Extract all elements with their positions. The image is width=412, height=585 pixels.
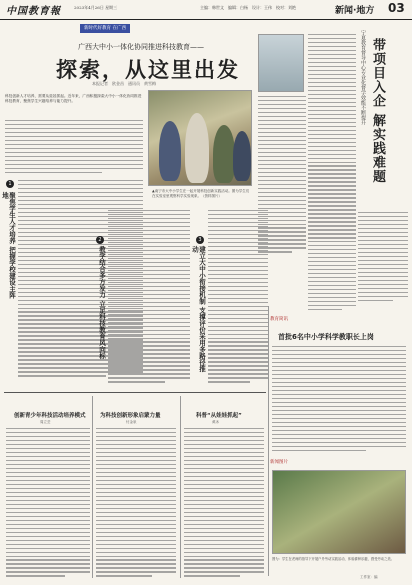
right-article-headline: 带项目入企 解实践难题 [370,38,385,184]
issue-date: 2023年4月26日 星期三 [74,5,118,10]
photo-caption: ▲南宁市大中小学生在一起开展科技创新实践活动。图为学生们在实验室里观察科学实验现象。（资料图片） [152,189,250,198]
column-1-text [5,120,143,176]
commentary-divider [4,392,266,393]
right-article-photo [258,34,304,92]
commentary-1-author: 周立芸 [40,420,51,424]
commentary-3-author: 黄冰 [212,420,219,424]
article-subhead: 广西大中小一体化协同推进科技教育—— [78,43,204,51]
news-photo [272,470,406,554]
commentary-2-author: 付金泉 [126,420,137,424]
news-photo-label: 新闻图片 [270,460,288,465]
students-photo [148,90,252,186]
masthead [0,0,412,20]
commentary-1-title: 创新青少年科技活动培养模式 [14,413,86,419]
article-headline: 探索，从这里出发 [56,58,240,82]
section-title: 新闻·地方 [335,6,375,16]
right-article-intro [258,96,306,255]
brief-label: 教育简讯 [270,317,288,322]
commentary-3-text [184,428,264,579]
column-rule [268,306,269,576]
section-2-title: 教学结合多方发力 立足科技教育风向标 [98,246,106,359]
section-3-title: 建立大中小衔接机制 支撑评价采用多路径推动 [191,246,206,372]
newspaper-logo: 中国教育報 [6,6,61,17]
brief-text [272,346,406,454]
commentary-2-title: 为科技创新形象启蒙力量 [100,413,161,419]
brief-title: 首批6名中小学科学教职长上岗 [278,333,374,341]
news-photo-caption: 图为：学生在老师的指导下开展户外劳动实践活动，体验耕种乐趣，感受劳动之美。 [272,557,394,561]
commentary-3-title: 科普“从娃娃抓起” [196,413,242,419]
page-number: 03 [388,1,405,15]
column-kicker: 新时代好教育 在广西 [80,24,130,33]
footer-editor: 工作室：编 [360,575,378,579]
commentary-2-text [96,428,176,579]
section-1-number: 1 [6,180,14,188]
column-2-text [108,210,190,385]
editor-credits: 主编：韩世文 编辑：白杨 设计：王伟 校对：刘艳 [200,5,296,10]
right-article-text-b [358,212,408,304]
right-article-subhead: 宁夏教育督导中心专业化督学效能不断提升 [360,30,366,125]
section-1-title: 聚焦学生人才培养 把握学校建设主阵地 [1,192,16,299]
commentary-1-text [6,428,90,579]
section-3-number: 3 [196,236,204,244]
commentary-rule-2 [180,396,181,578]
right-article-text-a [308,34,356,313]
commentary-rule-1 [92,396,93,578]
section-2-number: 2 [96,236,104,244]
article-byline: 本报记者 欧金昌 通讯员 黄雪梅 [92,81,156,86]
article-lead: 科技创新人才培养，需要从娃娃抓起。近年来，广西积极探索大中小一体化协同推进科技教育，聚焦学生兴趣培养与能力提升。 [5,94,142,104]
